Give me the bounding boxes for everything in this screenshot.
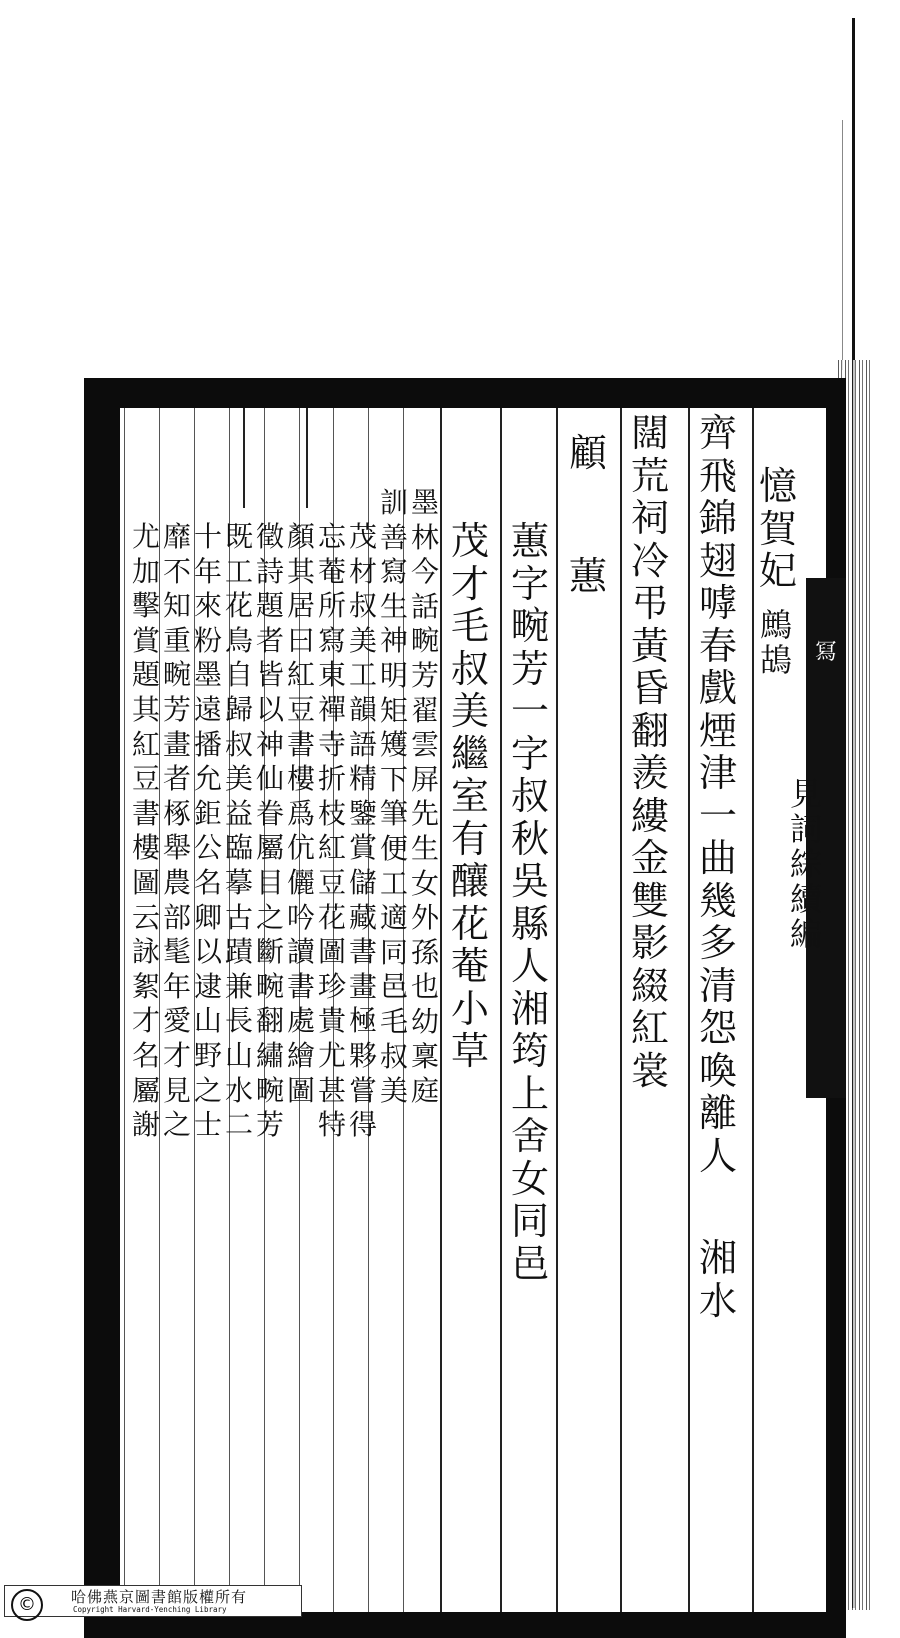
glyph: 今 xyxy=(410,555,439,589)
glyph: 皆 xyxy=(255,658,284,692)
glyph: 多 xyxy=(698,921,737,965)
column-rule xyxy=(620,408,622,1612)
glyph: 寫 xyxy=(317,623,346,657)
rule-stub xyxy=(243,408,245,508)
glyph: 讀 xyxy=(286,935,315,969)
glyph: 生 xyxy=(410,831,439,865)
glyph: 離 xyxy=(698,1091,737,1135)
glyph: 幼 xyxy=(410,1004,439,1038)
text-column xyxy=(758,608,794,678)
glyph: 綴 xyxy=(630,963,669,1008)
text-column xyxy=(788,777,824,952)
glyph: 憶 xyxy=(758,464,797,508)
glyph: 喚 xyxy=(698,1048,737,1093)
glyph: 得 xyxy=(348,1108,377,1142)
glyph: 影 xyxy=(630,921,669,965)
glyph: 畹 xyxy=(510,604,549,648)
glyph: 播 xyxy=(193,727,222,761)
glyph: 神 xyxy=(379,624,408,658)
glyph: 擊 xyxy=(131,589,160,623)
glyph: 紅 xyxy=(286,658,315,692)
text-column xyxy=(566,432,610,597)
glyph: 怨 xyxy=(698,1006,737,1050)
glyph: 舉 xyxy=(162,831,191,865)
text-column xyxy=(379,486,409,1109)
glyph: 也 xyxy=(410,970,439,1004)
glyph: 芳 xyxy=(255,1108,284,1142)
glyph: 墨 xyxy=(410,486,439,519)
glyph: 便 xyxy=(379,831,408,865)
glyph: 之 xyxy=(162,1108,191,1142)
glyph: 山 xyxy=(193,1004,222,1038)
glyph: 飛 xyxy=(698,453,737,498)
frame-border-left xyxy=(84,378,120,1638)
glyph: 題 xyxy=(131,658,160,692)
glyph: 部 xyxy=(162,900,191,934)
glyph: 士 xyxy=(193,1108,222,1142)
glyph: 書 xyxy=(286,727,315,761)
glyph: 儲 xyxy=(348,865,377,899)
glyph: 畹 xyxy=(255,1073,284,1107)
glyph: 縣 xyxy=(510,901,549,946)
glyph: 翅 xyxy=(698,538,737,583)
glyph: 毛 xyxy=(450,604,489,648)
text-column xyxy=(448,520,492,1073)
glyph: 自 xyxy=(224,658,253,692)
glyph: 幾 xyxy=(698,878,737,923)
glyph: 才 xyxy=(131,1004,160,1038)
glyph: 云 xyxy=(131,900,160,934)
column-rule xyxy=(500,408,502,1612)
text-column xyxy=(131,520,161,1143)
glyph: 翻 xyxy=(255,1004,284,1038)
glyph: 詩 xyxy=(255,554,284,588)
column-rule xyxy=(752,408,754,1612)
column-rule xyxy=(440,408,442,1612)
glyph: 賞 xyxy=(131,623,160,657)
glyph: 屬 xyxy=(131,1073,160,1107)
glyph: 繪 xyxy=(286,1038,315,1072)
glyph: 長 xyxy=(224,1004,253,1038)
glyph: 舍 xyxy=(510,1114,549,1158)
text-column xyxy=(756,465,800,593)
glyph: 縷 xyxy=(630,793,669,838)
glyph: 下 xyxy=(379,762,408,796)
glyph: 紅 xyxy=(131,727,160,761)
glyph: 一 xyxy=(510,689,549,733)
glyph: 知 xyxy=(162,589,191,623)
glyph: 善 xyxy=(379,520,408,554)
glyph: 釀 xyxy=(450,859,489,903)
copyright-english: Copyright Harvard-Yenching Library xyxy=(73,1605,227,1614)
text-column xyxy=(628,412,672,1092)
glyph: 同 xyxy=(379,935,408,969)
glyph: 十 xyxy=(193,520,222,553)
glyph: 煙 xyxy=(698,708,737,753)
glyph: 見 xyxy=(162,1073,191,1107)
glyph: 有 xyxy=(450,816,489,861)
glyph: 茂 xyxy=(348,520,377,553)
glyph: 野 xyxy=(193,1038,222,1072)
text-column xyxy=(348,520,378,1143)
glyph: 嘑 xyxy=(698,581,737,625)
column-rule xyxy=(124,408,125,1612)
glyph: 吳 xyxy=(510,859,549,903)
glyph: 清 xyxy=(698,963,737,1008)
glyph: 之 xyxy=(193,1073,222,1107)
glyph: 圖 xyxy=(317,935,346,969)
glyph: 上 xyxy=(510,1071,549,1116)
glyph: 草 xyxy=(450,1029,489,1073)
glyph: 題 xyxy=(255,589,284,623)
glyph: 二 xyxy=(224,1108,253,1142)
glyph: 才 xyxy=(162,1038,191,1072)
glyph: 湘 xyxy=(510,986,549,1031)
glyph: 叔 xyxy=(379,1039,408,1073)
glyph: 賀 xyxy=(758,506,797,551)
glyph: 寫 xyxy=(379,555,408,589)
glyph: 藏 xyxy=(348,900,377,934)
glyph: 曰 xyxy=(286,623,315,657)
text-column xyxy=(255,520,285,1143)
glyph: 者 xyxy=(255,623,284,657)
glyph: 顧 xyxy=(568,431,607,475)
fold-label: 冩 xyxy=(814,640,837,665)
glyph: 闊 xyxy=(630,411,669,455)
glyph: 不 xyxy=(162,554,191,588)
glyph: 鴣 xyxy=(759,641,792,679)
glyph: 蹟 xyxy=(224,935,253,969)
glyph: 一 xyxy=(698,793,737,838)
glyph: 孫 xyxy=(410,935,439,969)
glyph: 農 xyxy=(162,865,191,899)
glyph: 才 xyxy=(450,561,489,606)
glyph: 黃 xyxy=(630,623,669,668)
glyph: 荒 xyxy=(630,453,669,498)
glyph: 蕙 xyxy=(510,519,549,563)
glyph: 畹 xyxy=(410,624,439,658)
rule-stub xyxy=(306,408,308,508)
glyph: 極 xyxy=(348,1004,377,1038)
glyph: 矩 xyxy=(379,693,408,727)
glyph: 繡 xyxy=(255,1038,284,1072)
glyph: 徵 xyxy=(255,520,284,553)
glyph: 居 xyxy=(286,589,315,623)
glyph: 珍 xyxy=(317,969,346,1003)
glyph: 豆 xyxy=(317,865,346,899)
glyph: 豆 xyxy=(286,692,315,726)
glyph: 齊 xyxy=(698,411,737,455)
glyph: 訓 xyxy=(379,486,408,519)
glyph: 特 xyxy=(317,1108,346,1142)
glyph: 書 xyxy=(286,969,315,1003)
glyph: 續 xyxy=(789,880,822,918)
glyph: 筠 xyxy=(510,1029,549,1073)
text-column xyxy=(224,520,254,1143)
glyph: 菴 xyxy=(317,554,346,588)
glyph: 美 xyxy=(379,1074,408,1108)
glyph: 翻 xyxy=(630,708,669,753)
glyph: 書 xyxy=(131,796,160,830)
glyph: 樓 xyxy=(286,762,315,796)
glyph: 夥 xyxy=(348,1038,377,1072)
glyph: 芳 xyxy=(162,692,191,726)
glyph: 名 xyxy=(193,865,222,899)
glyph: 尤 xyxy=(131,520,160,553)
glyph: 摹 xyxy=(224,865,253,899)
glyph: 花 xyxy=(450,901,489,946)
text-column xyxy=(508,520,552,1285)
glyph: 生 xyxy=(379,589,408,623)
glyph: 室 xyxy=(450,774,489,818)
glyph: 斷 xyxy=(255,935,284,969)
glyph: 靡 xyxy=(162,520,191,553)
glyph: 字 xyxy=(510,561,549,606)
glyph: 人 xyxy=(510,944,549,988)
glyph: 字 xyxy=(510,731,549,776)
glyph: 編 xyxy=(789,915,822,953)
glyph: 雙 xyxy=(630,878,669,923)
glyph: 畹 xyxy=(162,658,191,692)
glyph: 菴 xyxy=(450,944,489,988)
glyph: 伉 xyxy=(286,831,315,865)
glyph: 芳 xyxy=(410,658,439,692)
glyph: 稟 xyxy=(410,1039,439,1073)
glyph: 林 xyxy=(410,520,439,554)
glyph: 矱 xyxy=(379,728,408,762)
glyph: 賞 xyxy=(348,831,377,865)
glyph: 名 xyxy=(131,1038,160,1072)
glyph: 裳 xyxy=(630,1048,669,1093)
glyph: 蕙 xyxy=(568,553,607,598)
glyph: 韻 xyxy=(348,692,377,726)
glyph: 戲 xyxy=(698,666,737,710)
glyph: 所 xyxy=(317,589,346,623)
glyph: 雲 xyxy=(410,728,439,762)
glyph: 美 xyxy=(224,762,253,796)
glyph: 女 xyxy=(410,866,439,900)
glyph: 甚 xyxy=(317,1073,346,1107)
glyph: 貴 xyxy=(317,1004,346,1038)
glyph: 卿 xyxy=(193,900,222,934)
glyph: 水 xyxy=(224,1073,253,1107)
glyph: 筆 xyxy=(379,797,408,831)
glyph: 者 xyxy=(162,762,191,796)
glyph: 曲 xyxy=(698,836,737,880)
glyph: 允 xyxy=(193,762,222,796)
glyph: 目 xyxy=(255,865,284,899)
glyph: 水 xyxy=(698,1278,737,1323)
glyph: 加 xyxy=(131,554,160,588)
glyph: 既 xyxy=(224,520,253,553)
glyph: 髦 xyxy=(162,935,191,969)
copyright-chinese: 哈佛燕京圖書館版權所有 xyxy=(71,1588,248,1606)
glyph: 遠 xyxy=(193,692,222,726)
glyph: 屏 xyxy=(410,762,439,796)
glyph: 芳 xyxy=(510,646,549,691)
glyph: 茂 xyxy=(450,519,489,563)
glyph: 錦 xyxy=(698,496,737,540)
text-column xyxy=(696,412,740,1322)
glyph: 處 xyxy=(286,1004,315,1038)
frame-border-top xyxy=(84,378,844,408)
glyph: 鳥 xyxy=(224,623,253,657)
glyph: 先 xyxy=(410,797,439,831)
glyph: 花 xyxy=(317,900,346,934)
glyph: 重 xyxy=(162,623,191,657)
glyph: 見 xyxy=(789,775,822,813)
text-column xyxy=(286,520,316,1108)
glyph: 椓 xyxy=(162,796,191,830)
glyph: 詞 xyxy=(789,810,822,848)
glyph: 小 xyxy=(450,986,489,1031)
glyph: 外 xyxy=(410,901,439,935)
glyph: 叔 xyxy=(450,646,489,691)
glyph: 花 xyxy=(224,589,253,623)
glyph: 眷 xyxy=(255,796,284,830)
glyph: 屬 xyxy=(255,831,284,865)
glyph: 工 xyxy=(379,866,408,900)
glyph: 之 xyxy=(255,900,284,934)
glyph: 謝 xyxy=(131,1108,160,1142)
glyph: 適 xyxy=(379,901,408,935)
glyph: 祠 xyxy=(630,496,669,540)
glyph: 工 xyxy=(348,658,377,692)
glyph: 同 xyxy=(510,1199,549,1243)
glyph: 忘 xyxy=(317,520,346,553)
text-column xyxy=(162,520,192,1143)
glyph: 粉 xyxy=(193,623,222,657)
glyph: 樓 xyxy=(131,831,160,865)
glyph: 話 xyxy=(410,589,439,623)
glyph: 鷓 xyxy=(759,606,792,644)
glyph: 人 xyxy=(698,1133,737,1178)
glyph: 材 xyxy=(348,554,377,588)
glyph: 春 xyxy=(698,623,737,668)
glyph: 叔 xyxy=(348,589,377,623)
glyph: 儷 xyxy=(286,865,315,899)
glyph: 來 xyxy=(193,589,222,623)
glyph: 工 xyxy=(224,554,253,588)
column-rule xyxy=(556,408,558,1612)
glyph: 仙 xyxy=(255,762,284,796)
glyph: 翟 xyxy=(410,693,439,727)
glyph: 女 xyxy=(510,1156,549,1201)
glyph: 尤 xyxy=(317,1038,346,1072)
text-column xyxy=(410,486,440,1109)
glyph: 古 xyxy=(224,900,253,934)
glyph: 愛 xyxy=(162,1004,191,1038)
glyph: 綜 xyxy=(789,845,822,883)
glyph: 明 xyxy=(379,658,408,692)
glyph: 邑 xyxy=(510,1241,549,1286)
glyph: 年 xyxy=(162,969,191,1003)
glyph: 爲 xyxy=(286,796,315,830)
glyph: 逮 xyxy=(193,969,222,1003)
glyph: 叔 xyxy=(510,774,549,818)
glyph: 詠 xyxy=(131,935,160,969)
glyph: 東 xyxy=(317,658,346,692)
glyph: 湘 xyxy=(698,1236,737,1280)
glyph: 精 xyxy=(348,762,377,796)
glyph: 豆 xyxy=(131,762,160,796)
glyph: 禪 xyxy=(317,692,346,726)
glyph: 兼 xyxy=(224,969,253,1003)
glyph: 其 xyxy=(286,554,315,588)
glyph: 臨 xyxy=(224,831,253,865)
glyph: 鑒 xyxy=(348,796,377,830)
glyph: 書 xyxy=(348,935,377,969)
glyph: 畹 xyxy=(255,969,284,1003)
glyph: 年 xyxy=(193,554,222,588)
glyph: 妃 xyxy=(758,549,797,593)
glyph: 紅 xyxy=(630,1006,669,1050)
glyph: 公 xyxy=(193,831,222,865)
glyph: 秋 xyxy=(510,816,549,861)
glyph: 圖 xyxy=(131,865,160,899)
glyph: 圖 xyxy=(286,1073,315,1107)
glyph: 金 xyxy=(630,836,669,880)
glyph: 庭 xyxy=(410,1074,439,1108)
glyph: 顏 xyxy=(286,520,315,553)
glyph: 絮 xyxy=(131,969,160,1003)
glyph: 墨 xyxy=(193,658,222,692)
glyph: 其 xyxy=(131,692,160,726)
glyph: 畫 xyxy=(162,727,191,761)
glyph: 昏 xyxy=(630,666,669,710)
glyph: 邑 xyxy=(379,970,408,1004)
glyph: 益 xyxy=(224,796,253,830)
glyph: 枝 xyxy=(317,796,346,830)
glyph: 山 xyxy=(224,1038,253,1072)
page-edge-line xyxy=(842,120,843,370)
copyright-stamp xyxy=(4,1585,302,1617)
glyph: 歸 xyxy=(224,692,253,726)
glyph: 叔 xyxy=(224,727,253,761)
glyph: 毛 xyxy=(379,1004,408,1038)
glyph: 神 xyxy=(255,727,284,761)
glyph: 紅 xyxy=(317,831,346,865)
glyph: 吟 xyxy=(286,900,315,934)
copyright-icon: © xyxy=(11,1589,43,1621)
glyph: 以 xyxy=(255,692,284,726)
glyph: 羨 xyxy=(630,751,669,795)
glyph: 折 xyxy=(317,762,346,796)
text-column xyxy=(317,520,347,1143)
glyph: 鉅 xyxy=(193,796,222,830)
glyph: 嘗 xyxy=(348,1073,377,1107)
glyph: 冷 xyxy=(630,538,669,583)
glyph: 語 xyxy=(348,727,377,761)
column-rule xyxy=(688,408,690,1612)
glyph: 繼 xyxy=(450,731,489,776)
glyph: 寺 xyxy=(317,727,346,761)
glyph: 美 xyxy=(348,623,377,657)
text-column xyxy=(193,520,223,1143)
glyph: 畫 xyxy=(348,969,377,1003)
glyph: 津 xyxy=(698,751,737,795)
glyph: 美 xyxy=(450,689,489,733)
glyph: 以 xyxy=(193,935,222,969)
glyph: 弔 xyxy=(630,581,669,625)
